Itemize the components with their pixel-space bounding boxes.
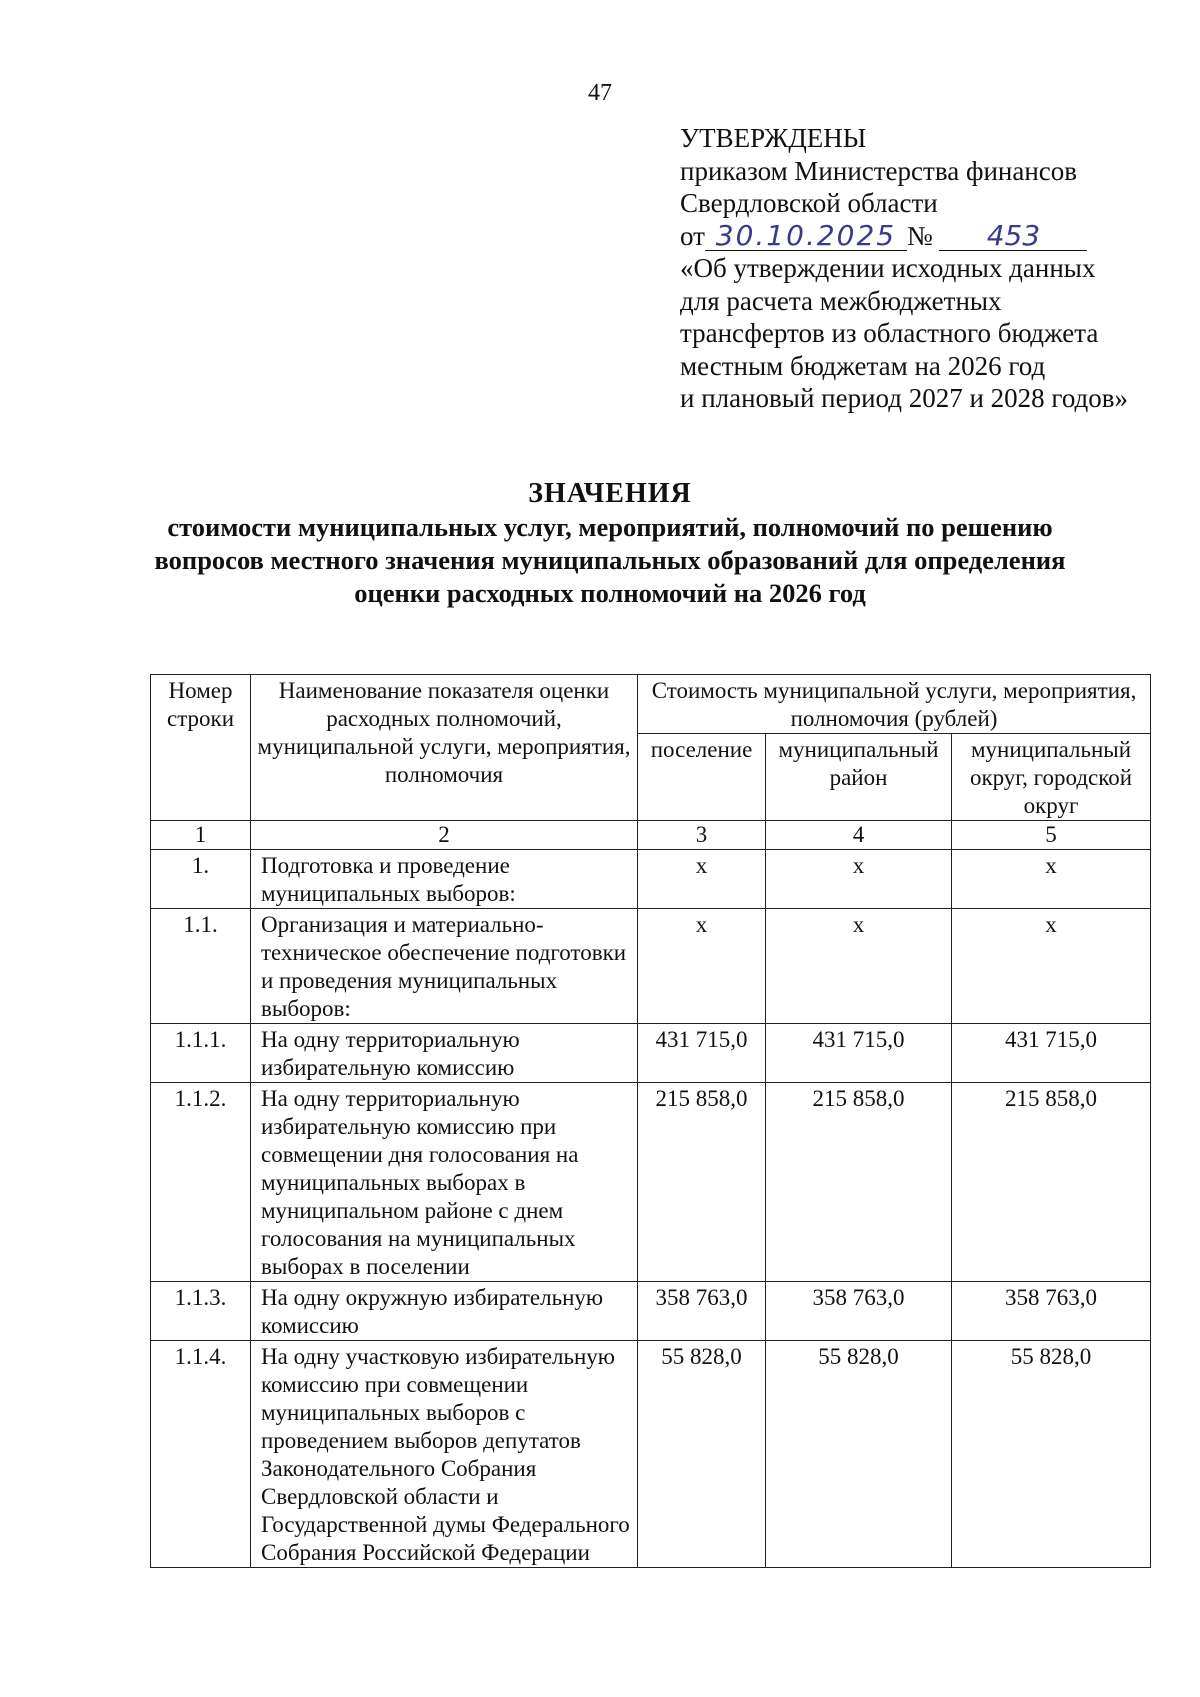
heading-subtitle-line: оценки расходных полномочий на 2026 год <box>354 578 866 608</box>
column-number: 1 <box>151 821 251 850</box>
row-number: 1.1.4. <box>151 1341 251 1568</box>
cost-table <box>150 674 1151 1568</box>
value-okrug: 431 715,0 <box>952 1024 1151 1083</box>
table-header-row <box>151 675 1151 734</box>
value-settlement: х <box>638 909 766 1024</box>
heading-subtitle-line: вопросов местного значения муниципальных образований для определения <box>154 545 1066 575</box>
value-settlement: 215 858,0 <box>638 1083 766 1282</box>
approval-date-line <box>680 220 1180 253</box>
number-prefix: № <box>906 220 933 251</box>
approval-subject-line: трансфертов из областного бюджета <box>680 318 1099 348</box>
approval-line-2: Свердловской области <box>680 188 938 218</box>
handwritten-date: 30.10.2025 <box>705 222 907 251</box>
table-row <box>151 1024 1151 1083</box>
header-settlement: поселение <box>638 734 766 821</box>
row-name: На одну территориальную избирательную комиссию при совмещении дня голосования на муниципальных выборах в муниципальном районе с днем голосования на муниципальных выборах в поселении <box>251 1083 638 1282</box>
row-name: Подготовка и проведение муниципальных выборов: <box>251 850 638 909</box>
value-district: х <box>766 909 952 1024</box>
column-number: 3 <box>638 821 766 850</box>
column-number: 2 <box>251 821 638 850</box>
row-number: 1.1.3. <box>151 1282 251 1341</box>
heading-title: ЗНАЧЕНИЯ <box>528 478 692 509</box>
value-okrug: х <box>952 909 1151 1024</box>
row-name: На одну территориальную избирательную комиссию <box>251 1024 638 1083</box>
document-heading <box>130 477 1090 610</box>
row-name: Организация и материально-техническое обеспечение подготовки и проведения муниципальных выборов: <box>251 909 638 1024</box>
value-district: 358 763,0 <box>766 1282 952 1341</box>
table-row <box>151 1341 1151 1568</box>
value-okrug: 358 763,0 <box>952 1282 1151 1341</box>
approval-subject-line: местным бюджетам на 2026 год <box>680 350 1046 381</box>
date-prefix: от <box>680 220 705 251</box>
heading-subtitle-line: стоимости муниципальных услуг, мероприятий, полномочий по решению <box>167 512 1053 542</box>
header-row-number: Номер строки <box>151 675 251 821</box>
row-number: 1.1.2. <box>151 1083 251 1282</box>
table-row <box>151 1282 1151 1341</box>
value-district: 215 858,0 <box>766 1083 952 1282</box>
approval-line-1: приказом Министерства финансов <box>680 155 1078 186</box>
row-name: На одну окружную избирательную комиссию <box>251 1282 638 1341</box>
approval-subject-line: «Об утверждении исходных данных <box>680 253 1096 283</box>
approval-subject-line: для расчета межбюджетных <box>680 285 1002 316</box>
value-settlement: х <box>638 850 766 909</box>
handwritten-number: 453 <box>939 222 1087 251</box>
table-row <box>151 1083 1151 1282</box>
header-municipal-district: муниципальный район <box>766 734 952 821</box>
approval-block <box>680 122 1180 415</box>
page-number: 47 <box>588 80 612 106</box>
value-settlement: 431 715,0 <box>638 1024 766 1083</box>
value-district: 431 715,0 <box>766 1024 952 1083</box>
value-district: 55 828,0 <box>766 1341 952 1568</box>
header-indicator-name: Наименование показателя оценки расходных полномочий, муниципальной услуги, мероприятия, полномочия <box>251 675 638 821</box>
value-district: х <box>766 850 952 909</box>
value-okrug: х <box>952 850 1151 909</box>
value-okrug: 55 828,0 <box>952 1341 1151 1568</box>
value-settlement: 358 763,0 <box>638 1282 766 1341</box>
column-number: 4 <box>766 821 952 850</box>
header-municipal-okrug: муниципальный округ, городской округ <box>952 734 1151 821</box>
column-number-row <box>151 821 1151 850</box>
row-number: 1. <box>151 850 251 909</box>
value-settlement: 55 828,0 <box>638 1341 766 1568</box>
value-okrug: 215 858,0 <box>952 1083 1151 1282</box>
approval-subject-line: и плановый период 2027 и 2028 годов» <box>680 383 1129 413</box>
row-number: 1.1.1. <box>151 1024 251 1083</box>
header-cost-group: Стоимость муниципальной услуги, мероприятия, полномочия (рублей) <box>638 675 1151 734</box>
row-name: На одну участковую избирательную комиссию при совмещении муниципальных выборов с проведением выборов депутатов Законодательного Собрания Свердловской области и Государственной думы Федерального Собрания Российской Федерации <box>251 1341 638 1568</box>
approval-title: УТВЕРЖДЕНЫ <box>680 123 867 153</box>
row-number: 1.1. <box>151 909 251 1024</box>
table-row <box>151 850 1151 909</box>
column-number: 5 <box>952 821 1151 850</box>
table-row <box>151 909 1151 1024</box>
